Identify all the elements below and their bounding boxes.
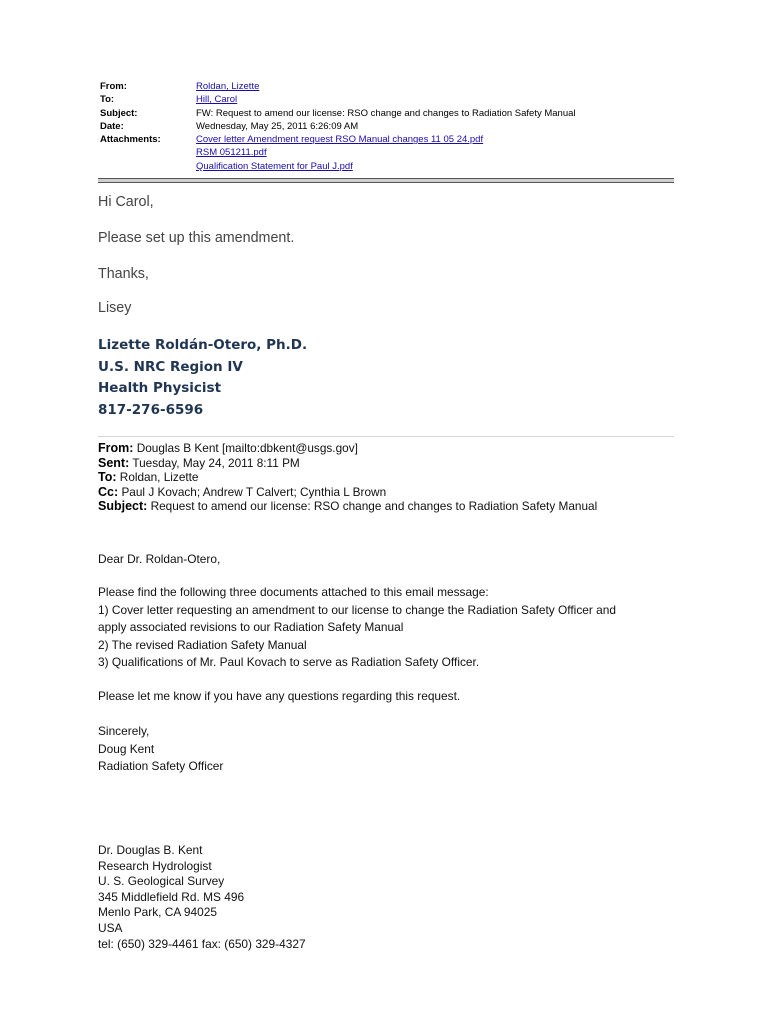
to-label: To: — [100, 94, 115, 106]
note-line-2: Thanks, — [98, 266, 149, 282]
orig-from-value: Douglas B Kent [mailto:dbkent@usgs.gov] — [136, 441, 358, 455]
body-closing — [98, 723, 698, 776]
orig-from-label: From: — [98, 441, 134, 455]
body-line: 2) The revised Radiation Safety Manual — [98, 637, 307, 652]
to-link[interactable]: Hill, Carol — [196, 94, 238, 106]
address-line: Dr. Douglas B. Kent — [98, 843, 203, 857]
address-line: U. S. Geological Survey — [98, 874, 225, 889]
body-request — [98, 688, 698, 706]
attachment-link-rsm[interactable]: RSM 051211.pdf — [196, 147, 267, 159]
salutation-text: Dear Dr. Roldan-Otero, — [98, 552, 221, 566]
orig-cc-value: Paul J Kovach; Andrew T Calvert; Cynthia L Brown — [121, 484, 387, 499]
note-line-1: Please set up this amendment. — [98, 230, 295, 246]
note-line-3: Lisey — [98, 300, 132, 316]
date-label: Date: — [100, 120, 124, 132]
orig-subject-label: Subject: — [98, 499, 148, 514]
body-line: Please let me know if you have any questions regarding this request. — [98, 689, 461, 703]
date-value: Wednesday, May 25, 2011 6:26:09 AM — [196, 120, 359, 132]
orig-cc-row — [98, 485, 698, 500]
orig-to-value: Roldan, Lizette — [119, 470, 199, 485]
contact-address-block — [98, 843, 306, 952]
orig-to-row — [98, 470, 698, 485]
body-line: 1) Cover letter requesting an amendment to our license to change the Radiation Safety Officer and — [98, 602, 616, 617]
signature-name: Lizette Roldán-Otero, Ph.D. — [98, 337, 308, 353]
body-line: Please find the following three documents attached to this email message: — [98, 585, 489, 599]
body-salutation — [98, 551, 698, 569]
original-message-divider — [98, 436, 674, 437]
address-line: 345 Middlefield Rd. MS 496 — [98, 889, 245, 904]
subject-label: Subject: — [100, 107, 138, 119]
orig-to-label: To: — [98, 470, 117, 485]
note-greeting: Hi Carol, — [98, 194, 154, 210]
closing-line: Doug Kent — [98, 741, 155, 756]
orig-sent-value: Tuesday, May 24, 2011 8:11 PM — [132, 455, 300, 470]
date-row — [100, 120, 680, 133]
signature-org: U.S. NRC Region IV — [98, 358, 243, 375]
orig-subject-value: Request to amend our license: RSO change and changes to Radiation Safety Manual — [150, 499, 598, 514]
from-label: From: — [100, 81, 127, 92]
orig-subject-row — [98, 499, 698, 514]
orig-cc-label: Cc: — [98, 484, 119, 499]
body-line: 3) Qualifications of Mr. Paul Kovach to serve as Radiation Safety Officer. — [98, 655, 480, 669]
sender-signature — [98, 335, 307, 421]
attachments-row — [100, 133, 680, 173]
subject-value: FW: Request to amend our license: RSO change and changes to Radiation Safety Manual — [196, 107, 576, 119]
signature-phone: 817-276-6596 — [98, 401, 204, 418]
orig-from-row — [98, 441, 698, 456]
closing-line: Radiation Safety Officer — [98, 759, 224, 773]
address-line: tel: (650) 329-4461 fax: (650) 329-4327 — [98, 936, 306, 951]
closing-line: Sincerely, — [98, 724, 150, 738]
address-line: Menlo Park, CA 94025 — [98, 905, 217, 920]
attachments-label: Attachments: — [100, 134, 161, 146]
from-row — [100, 80, 680, 93]
signature-title: Health Physicist — [98, 380, 222, 396]
body-document-list — [98, 584, 698, 672]
orig-sent-label: Sent: — [98, 455, 130, 470]
attachment-link-qualification[interactable]: Qualification Statement for Paul J.pdf — [196, 160, 353, 172]
orig-sent-row — [98, 456, 698, 471]
address-line: USA — [98, 920, 123, 935]
header-divider — [98, 178, 674, 183]
email-header — [100, 80, 680, 173]
original-message-header — [98, 441, 698, 514]
subject-row — [100, 107, 680, 120]
attachment-link-cover-letter[interactable]: Cover letter Amendment request RSO Manual changes 11 05 24.pdf — [196, 134, 484, 146]
from-link[interactable]: Roldan, Lizette — [196, 81, 260, 92]
to-row — [100, 93, 680, 106]
body-line: apply associated revisions to our Radiation Safety Manual — [98, 620, 404, 634]
address-line: Research Hydrologist — [98, 858, 212, 873]
